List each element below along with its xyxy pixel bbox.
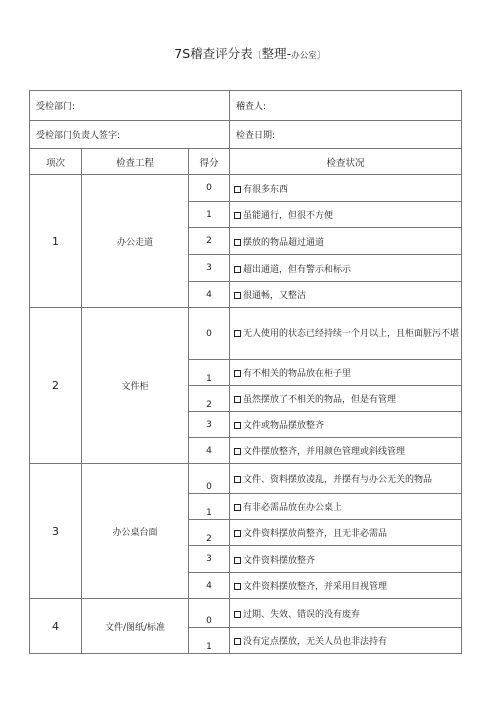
score-cell: 4 [189, 438, 230, 464]
status-cell [230, 360, 462, 386]
status-cell [230, 546, 462, 573]
checkbox[interactable] [234, 448, 241, 455]
title-prefix: 7S稽查评分表 [174, 46, 253, 61]
table-row [30, 175, 462, 202]
section-number: 4 [30, 599, 82, 654]
section-area: 文件柜 [82, 308, 189, 464]
section-area: 办公桌台面 [82, 464, 189, 599]
section-number: 1 [30, 175, 82, 308]
checkbox[interactable] [234, 292, 241, 299]
checkbox[interactable] [234, 611, 241, 618]
status-cell [230, 386, 462, 412]
title-sub: 办公室 [291, 51, 317, 61]
score-cell: 1 [189, 202, 230, 228]
status-cell [230, 628, 462, 654]
status-text: 文件资料摆放整齐，并采用目视管理 [243, 582, 388, 592]
score-cell: 1 [189, 360, 230, 386]
score-cell: 3 [189, 412, 230, 438]
checkbox[interactable] [234, 239, 241, 246]
table-row [30, 599, 462, 628]
checkbox[interactable] [234, 422, 241, 429]
score-cell: 3 [189, 546, 230, 573]
checkbox[interactable] [234, 504, 241, 511]
checkbox[interactable] [234, 212, 241, 219]
inspection-date-label: 检查日期: [230, 121, 462, 149]
checkbox[interactable] [234, 186, 241, 193]
status-cell [230, 494, 462, 520]
checkbox[interactable] [234, 530, 241, 537]
score-cell: 0 [189, 599, 230, 628]
status-text: 无人使用的状态已经持续一个月以上，且柜面脏污不堪 [243, 328, 460, 339]
section-number: 2 [30, 308, 82, 464]
status-cell [230, 573, 462, 599]
score-cell: 2 [189, 228, 230, 255]
checkbox[interactable] [234, 638, 241, 645]
status-cell [230, 175, 462, 202]
status-text: 超出通道，但有警示和标示 [243, 264, 352, 275]
title-open-bracket: 〔 [252, 51, 262, 61]
status-cell [230, 255, 462, 282]
score-cell: 0 [189, 175, 230, 202]
status-cell [230, 412, 462, 438]
score-cell: 2 [189, 520, 230, 546]
status-text: 虽能通行，但很不方便 [243, 211, 334, 221]
info-row [30, 91, 462, 121]
inspector-label: 稽查人: [230, 91, 462, 121]
section-number: 3 [30, 464, 82, 599]
status-text: 文件资料摆放尚整齐，且无非必需品 [243, 529, 388, 539]
header-row [30, 149, 462, 175]
status-text: 很通畅，又整洁 [243, 291, 307, 301]
inspection-table [29, 90, 462, 654]
status-text: 没有定点摆放，无关人员也非法持有 [243, 637, 388, 647]
status-text: 有非必需品放在办公桌上 [243, 503, 343, 513]
inspected-dept-label: 受检部门: [30, 91, 230, 121]
status-cell [230, 520, 462, 546]
status-cell [230, 282, 462, 308]
score-cell: 2 [189, 386, 230, 412]
info-row [30, 121, 462, 149]
score-cell: 1 [189, 494, 230, 520]
status-cell [230, 464, 462, 494]
title-main: 整理- [261, 46, 292, 61]
status-cell [230, 202, 462, 228]
status-text: 文件或物品摆放整齐 [243, 421, 325, 431]
checkbox[interactable] [234, 330, 241, 337]
status-cell [230, 438, 462, 464]
dept-head-signature-label: 受检部门负责人签字: [30, 121, 230, 149]
status-text: 有不相关的物品放在柜子里 [243, 369, 352, 379]
status-cell [230, 228, 462, 255]
score-cell: 0 [189, 308, 230, 360]
col-header-score: 得分 [189, 149, 230, 175]
status-cell [230, 308, 462, 360]
status-text: 文件摆放整齐，并用颜色管理或斜线管理 [243, 447, 406, 457]
col-header-status: 检查状况 [230, 149, 462, 175]
score-cell: 3 [189, 255, 230, 282]
checkbox[interactable] [234, 476, 241, 483]
title-close-bracket: 〕 [316, 51, 326, 61]
section-area: 办公走道 [82, 175, 189, 308]
status-text: 虽然摆放了不相关的物品，但是有管理 [243, 395, 397, 405]
section-area: 文件/图纸/标准 [82, 599, 189, 654]
status-text: 摆放的物品超过通道 [243, 237, 325, 248]
col-header-item-no: 项次 [30, 149, 82, 175]
score-cell: 1 [189, 628, 230, 654]
checkbox[interactable] [234, 266, 241, 273]
col-header-area: 检查工程 [82, 149, 189, 175]
status-text: 有很多东西 [243, 184, 289, 195]
checkbox[interactable] [234, 557, 241, 564]
page-title [0, 44, 500, 62]
checkbox[interactable] [234, 370, 241, 377]
table-row [30, 308, 462, 360]
status-cell [230, 599, 462, 628]
table-row [30, 464, 462, 494]
score-cell: 4 [189, 282, 230, 308]
checkbox[interactable] [234, 583, 241, 590]
score-cell: 0 [189, 464, 230, 494]
score-cell: 4 [189, 573, 230, 599]
status-text: 过期、失效、错误的没有废弃 [243, 609, 361, 620]
checkbox[interactable] [234, 396, 241, 403]
status-text: 文件、资料摆放凌乱，并摆有与办公无关的物品 [243, 475, 433, 485]
status-text: 文件资料摆放整齐 [243, 555, 316, 566]
